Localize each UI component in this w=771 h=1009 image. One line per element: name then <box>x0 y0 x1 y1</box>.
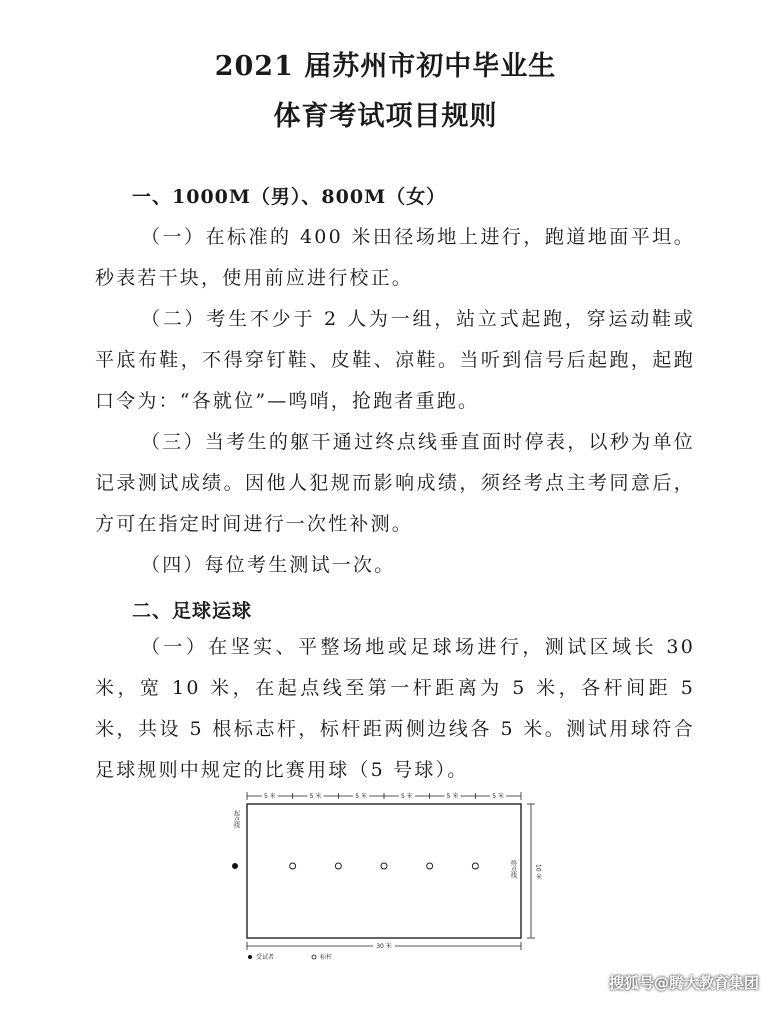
marker-pole <box>381 863 387 869</box>
examinee-marker <box>232 863 238 869</box>
watermark: 搜狐号@腾大教育集团 <box>608 974 759 992</box>
field-diagram <box>225 788 555 968</box>
width-label: 10 米 <box>534 864 542 880</box>
marker-pole <box>472 863 478 869</box>
legend-pole-label: 标杆 <box>320 954 333 961</box>
marker-pole <box>427 863 433 869</box>
page-title-line2: 体育考试项目规则 <box>273 101 498 132</box>
section1-paragraph-2: （二）考生不少于 2 人为一组，站立式起跑，穿运动鞋或平底布鞋，不得穿钉鞋、皮鞋、凉鞋。当听到信号后起跑，起跑口令为：“各就位”—鸣哨，抢跑者重跑。 <box>95 308 695 412</box>
marker-pole <box>335 863 341 869</box>
segment-label: 5 米 <box>400 793 413 800</box>
segment-label: 5 米 <box>355 793 368 800</box>
field-rectangle <box>247 804 521 938</box>
start-line-label: 起点线 <box>232 810 240 828</box>
segment-label: 5 米 <box>263 793 276 800</box>
length-label: 30 米 <box>376 943 392 950</box>
section1-paragraph-1: （一）在标准的 400 米田径场地上进行，跑道地面平坦。秒表若干块，使用前应进行校正。 <box>95 226 695 289</box>
segment-label: 5 米 <box>492 793 505 800</box>
page-title-line1: 2021 届苏州市初中毕业生 <box>214 51 557 82</box>
section1-paragraph-3: （三）当考生的躯干通过终点线垂直面时停表，以秒为单位记录测试成绩。因他人犯规而影响成绩，须经考点主考同意后，方可在指定时间进行一次性补测。 <box>95 431 695 535</box>
segment-label: 5 米 <box>446 793 459 800</box>
section1-heading: 一、1000M（男）、800M（女） <box>132 186 447 208</box>
legend-pole-marker <box>312 955 316 959</box>
segment-label: 5 米 <box>309 793 322 800</box>
legend-examinee-marker <box>248 955 252 959</box>
section2-heading: 二、足球运球 <box>132 600 253 622</box>
marker-pole <box>290 863 296 869</box>
section1-paragraph-4: （四）每位考生测试一次。 <box>141 554 396 576</box>
section2-paragraph-1: （一）在坚实、平整场地或足球场进行，测试区域长 30 米，宽 10 米，在起点线至第一杆距离为 5 米，各杆间距 5 米，共设 5 根标志杆，标杆距两侧边线各 5 米。测试用球符合足球规则中规定的比赛用球（5 号球）。 <box>95 636 695 781</box>
legend-examinee-label: 受试者 <box>256 954 275 961</box>
finish-line-label: 终点线 <box>509 860 517 878</box>
